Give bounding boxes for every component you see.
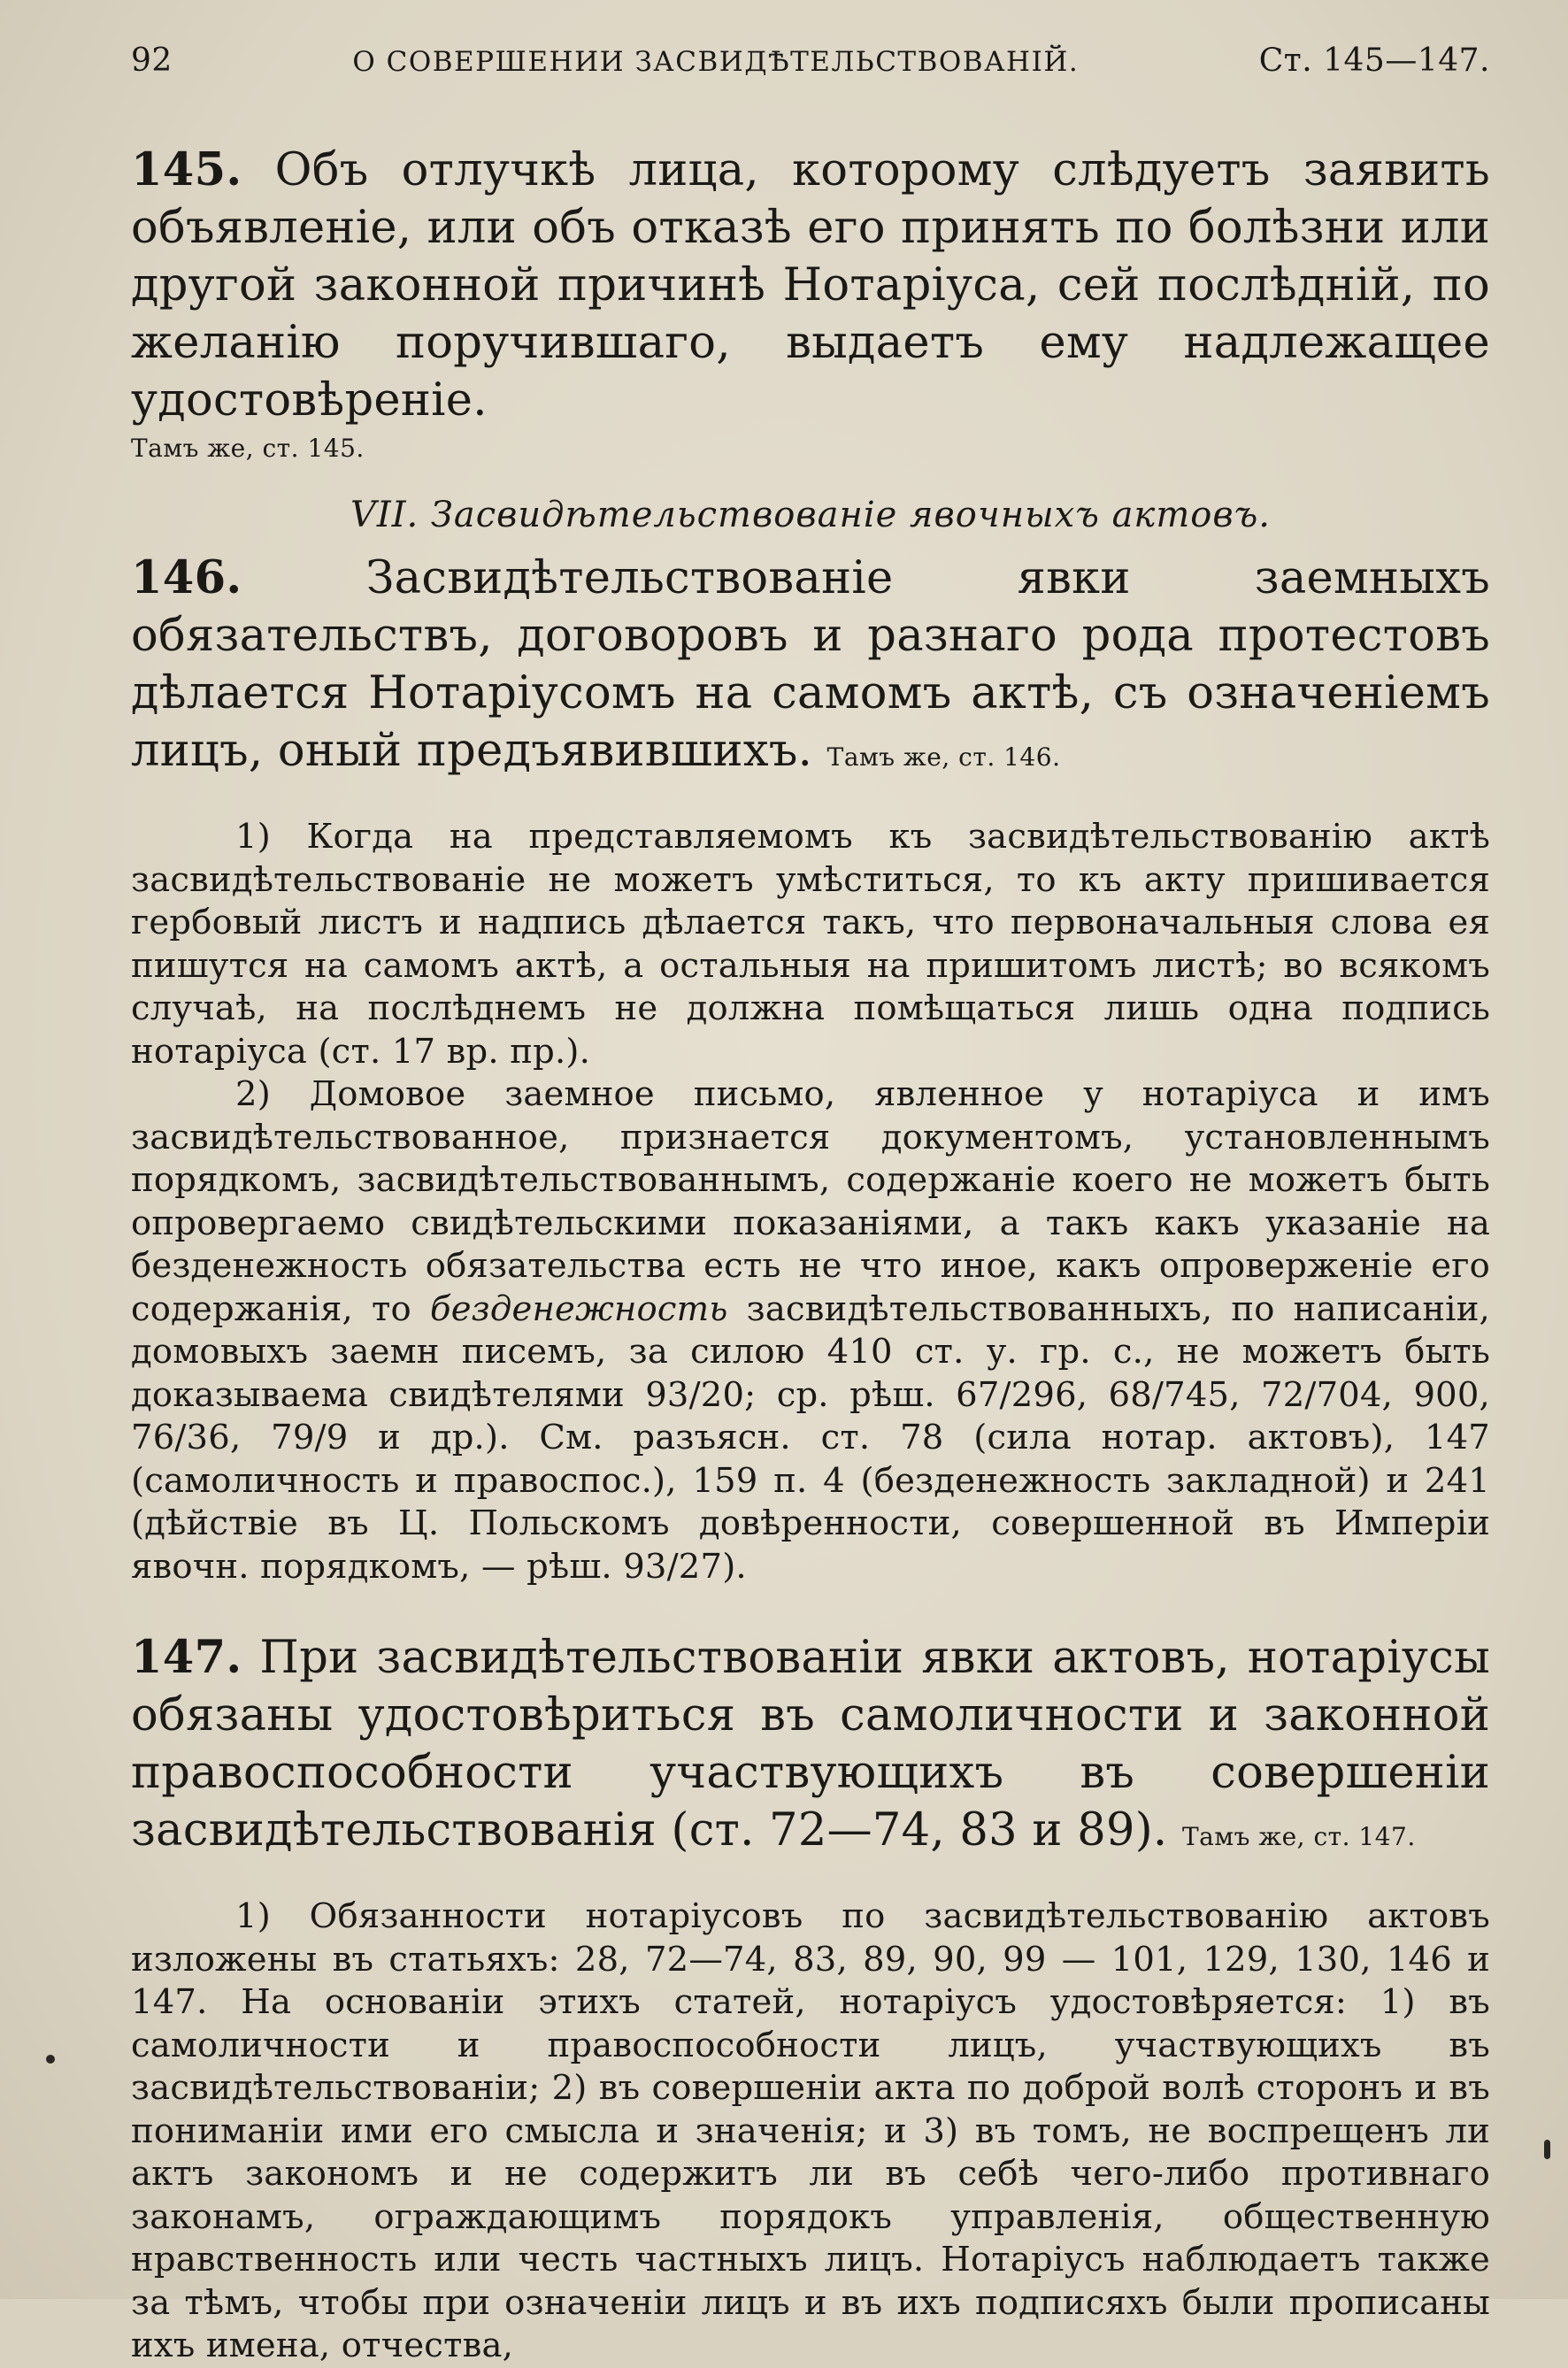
running-head xyxy=(131,42,1490,96)
article-text: Объ отлучкѣ лица, которому слѣдуетъ заявить объявленіе, или объ отказѣ его принять по болѣзни или другой законной причинѣ Нотаріуса, сей послѣдній, по желанію поручившаго, выдаетъ ему надлежащее удостовѣреніе. xyxy=(131,144,1490,427)
articles-range: Ст. 145—147. xyxy=(1258,42,1490,79)
article-text: При засвидѣтельствованіи явки актовъ, нотаріусы обязаны удостовѣриться въ самоличности и законной правоспособности участвующихъ въ совершеніи засвидѣтельствованія (ст. 72—74, 83 и 89). xyxy=(131,1632,1490,1857)
ink-speck xyxy=(46,2055,55,2064)
note-text: 2) Домовое заемное письмо, явленное у нотаріуса и имъ засвидѣтельствованное, признается документомъ, установленнымъ порядкомъ, засвидѣтельствованнымъ, содержаніе коего не можетъ быть опровергаемо свидѣтельскими показаніями, а такъ какъ указаніе на безденежность обязательства есть не что иное, какъ опроверженіе его содержанія, то xyxy=(131,1074,1490,1329)
article-146 xyxy=(131,550,1490,786)
article-source: Тамъ же, ст. 146. xyxy=(826,742,1061,772)
article-number: 145. xyxy=(131,143,242,196)
article-number: 146. xyxy=(131,551,242,604)
article-147 xyxy=(131,1629,1490,1865)
commentary-note: 1) Обязанности нотаріусовъ по засвидѣтельствованію актовъ изложены въ статьяхъ: 28, 72—74, 83, 89, 90, 99 — 101, 129, 130, 146 и 147. На основаніи этихъ статей, нотаріусъ удостовѣряется: 1) въ самоличности и правоспособности лицъ, участвующихъ въ засвидѣтельствованіи; 2) въ совершеніи акта по доброй волѣ сторонъ и въ пониманіи ими его смысла и значенія; и 3) въ томъ, не воспрещенъ ли актъ закономъ и не содержитъ ли въ себѣ чего-либо противнаго законамъ, ограждающимъ порядокъ управленія, общественную нравственность или честь частныхъ лицъ. Нотаріусъ наблюдаетъ также за тѣмъ, чтобы при означеніи лицъ и въ ихъ подписяхъ были прописаны ихъ имена, отчества, xyxy=(131,1896,1490,2365)
note-text: засвидѣтельствованныхъ, по написаніи, домовыхъ заемн писемъ, за силою 410 ст. у. гр. с., не можетъ быть доказываема свидѣтелями 93/20; ср. рѣш. 67/296, 68/745, 72/704, 900, 76/36, 79/9 и др.). См. разъясн. ст. 78 (сила нотар. актовъ), 147 (самоличность и правоспос.), 159 п. 4 (безденежность закладной) и 241 (дѣйствіе въ Ц. Польскомъ довѣренности, совершенной въ Имперіи явочн. порядкомъ, — рѣш. 93/27). xyxy=(131,1288,1490,1587)
ink-speck xyxy=(1544,2140,1550,2159)
article-145 xyxy=(131,142,1490,429)
running-title: О СОВЕРШЕНИИ ЗАСВИДѢТЕЛЬСТВОВАНІЙ. xyxy=(352,46,1080,78)
page-number: 92 xyxy=(131,42,173,79)
article-text: Засвидѣтельствованіе явки заемныхъ обязательствъ, договоровъ и разнаго рода протестовъ дѣлается Нотаріусомъ на самомъ актѣ, съ означеніемъ лицъ, оный предъявившихъ. xyxy=(131,552,1491,777)
commentary-note xyxy=(131,1073,1490,1588)
article-number: 147. xyxy=(131,1631,242,1684)
commentary-note: 1) Когда на представляемомъ къ засвидѣтельствованію актѣ засвидѣтельствованіе не можетъ умѣститься, то къ акту пришивается гербовый листъ и надпись дѣлается такъ, что первоначальныя слова ея пишутся на самомъ актѣ, а остальныя на пришитомъ листѣ; во всякомъ случаѣ, на послѣднемъ не должна помѣщаться лишь одна подпись нотаріуса (ст. 17 вр. пр.). xyxy=(131,817,1490,1072)
note-emphasis: безденежность xyxy=(430,1288,728,1329)
article-source: Тамъ же, ст. 147. xyxy=(1181,1822,1416,1851)
section-heading: VII. Засвидѣтельствованіе явочныхъ актовъ. xyxy=(350,495,1271,535)
article-source: Тамъ же, ст. 145. xyxy=(131,434,365,463)
